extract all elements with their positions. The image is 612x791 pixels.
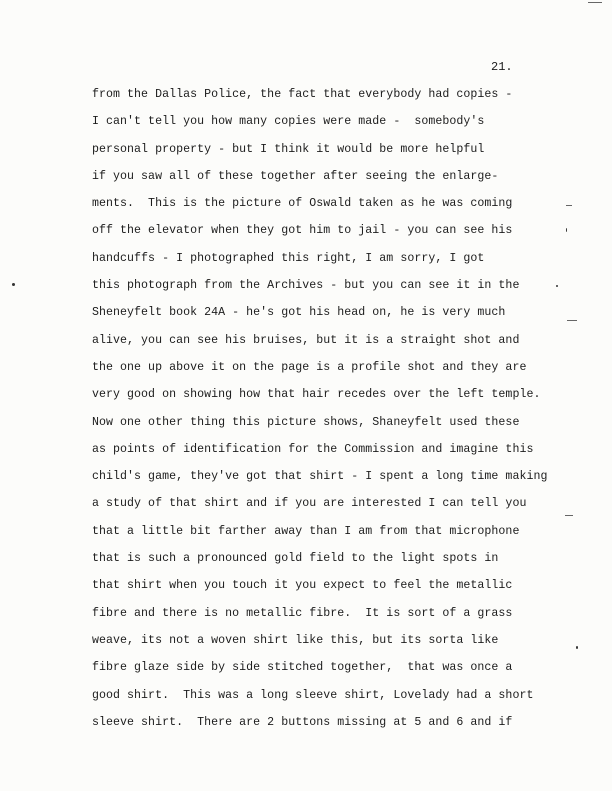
text-line: from the Dallas Police, the fact that everybody had copies - [92, 88, 513, 101]
scan-mark [566, 205, 572, 206]
text-line: very good on showing how that hair recedes over the left temple. [92, 388, 541, 402]
text-line: Now one other thing this picture shows, Shaneyfelt used these [92, 415, 520, 429]
text-line: if you saw all of these together after seeing the enlarge- [92, 169, 499, 183]
text-line: fibre glaze side by side stitched together, that was once a [92, 661, 513, 675]
text-line: ments. This is the picture of Oswald taken as he was coming [92, 197, 513, 211]
scan-mark [567, 320, 577, 321]
page-number: 21. [491, 60, 513, 74]
scan-mark [565, 515, 573, 516]
scan-speck [12, 283, 15, 286]
text-line: off the elevator when they got him to jail - you can see his [92, 224, 513, 238]
text-line: a study of that shirt and if you are interested I can tell you [92, 497, 527, 511]
text-line: child's game, they've got that shirt - I spent a long time making [92, 470, 548, 484]
text-line: Sheneyfelt book 24A - he's got his head on, he is very much [92, 306, 506, 320]
text-line: fibre and there is no metallic fibre. It is sort of a grass [92, 606, 513, 620]
scan-speck [556, 285, 558, 287]
scan-speck [576, 646, 578, 649]
text-line: that shirt when you touch it you expect to feel the metallic [92, 579, 513, 593]
body-text [92, 86, 592, 741]
text-line: I can't tell you how many copies were made - somebody's [92, 115, 485, 129]
text-line: alive, you can see his bruises, but it is a straight shot and [92, 333, 520, 347]
text-line: weave, its not a woven shirt like this, but its sorta like [92, 633, 499, 647]
text-line: personal property - but I think it would be more helpful [92, 142, 485, 156]
text-line: this photograph from the Archives - but you can see it in the [92, 279, 520, 293]
text-line: that a little bit farther away than I am from that microphone [92, 524, 520, 538]
text-line: handcuffs - I photographed this right, I am sorry, I got [92, 251, 485, 265]
text-line: as points of identification for the Commission and imagine this [92, 442, 534, 456]
text-line: that is such a pronounced gold field to the light spots in [92, 552, 499, 566]
text-line: sleeve shirt. There are 2 buttons missing at 5 and 6 and if [92, 715, 513, 729]
text-line: good shirt. This was a long sleeve shirt, Lovelady had a short [92, 688, 534, 702]
scan-mark [588, 2, 602, 3]
text-line: the one up above it on the page is a profile shot and they are [92, 360, 527, 374]
scan-speck [566, 228, 567, 232]
